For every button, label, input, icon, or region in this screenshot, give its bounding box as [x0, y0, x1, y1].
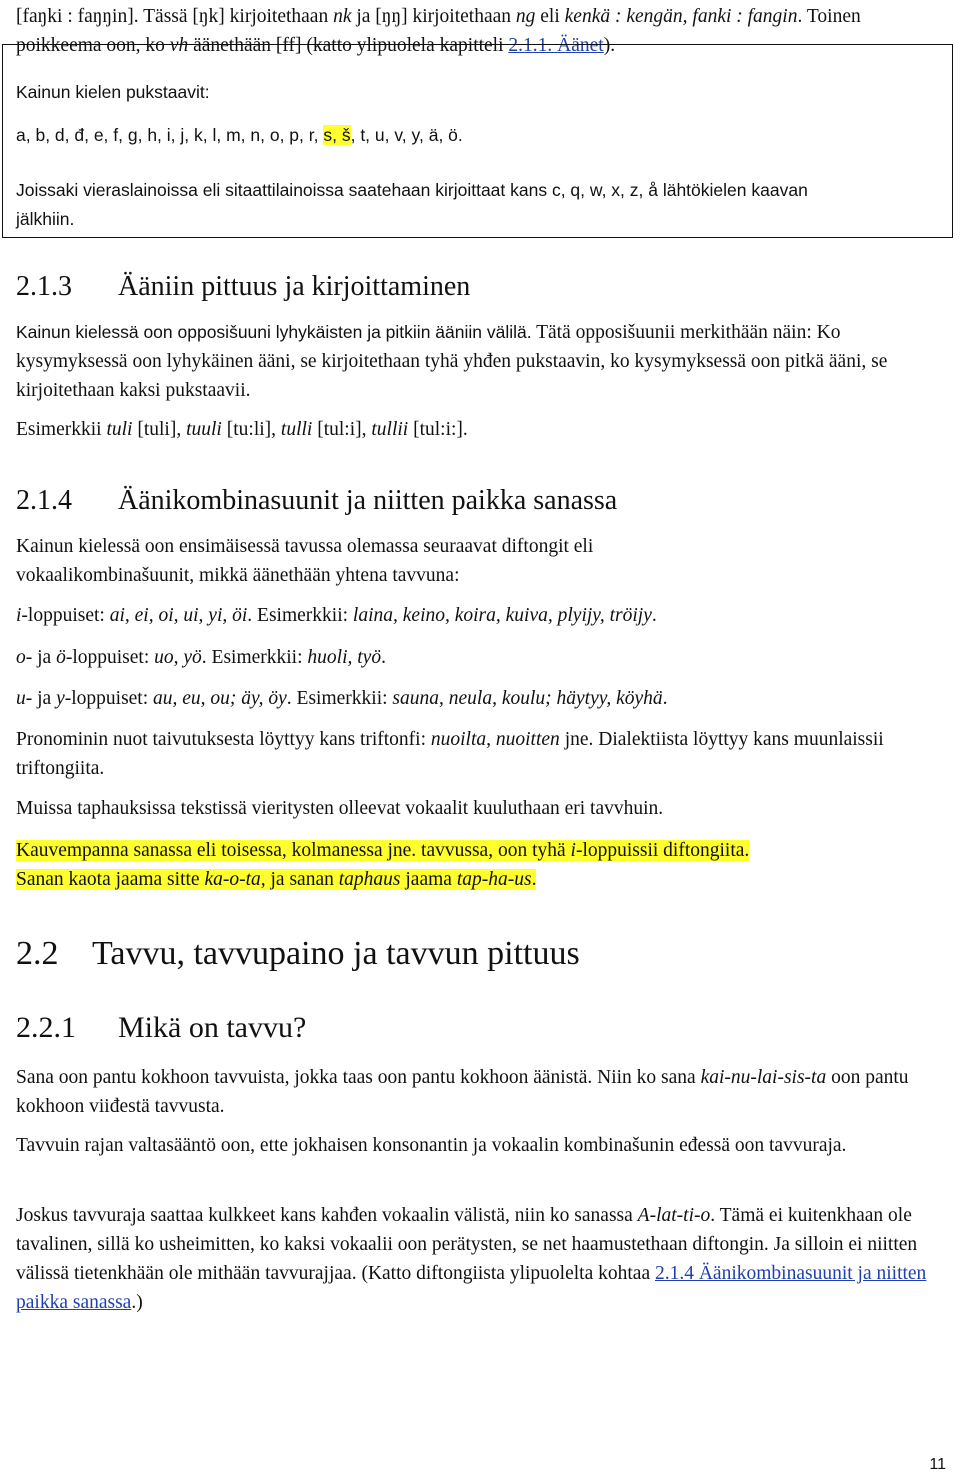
section-title: Mikä on tavvu? — [118, 1011, 307, 1044]
text: jaama — [400, 869, 457, 890]
text: oon pantu kokhoon viiđestä tavvusta. — [16, 1067, 909, 1117]
text: nk — [333, 6, 352, 27]
text: y — [56, 688, 65, 709]
section-heading-2-1-4 — [16, 484, 617, 518]
text: , ja sanan — [260, 869, 339, 890]
text: . Esimerkkii: — [286, 688, 393, 709]
text: vh — [169, 35, 189, 56]
text: [tu:li], — [221, 419, 281, 440]
text: Sanan kaota jaama sitte — [16, 869, 205, 890]
highlighted-paragraph — [16, 836, 946, 894]
text: laina, keino, koira, kuiva, plyijy, tröijy — [352, 605, 652, 626]
text: o — [16, 647, 26, 668]
text: [tul:i:]. — [408, 419, 468, 440]
text: - ja — [25, 688, 57, 709]
section-title: Ääniin pittuus ja kirjoittaminen — [118, 271, 471, 302]
paragraph — [16, 318, 946, 405]
text: tap-ha-us — [456, 869, 532, 890]
text: . — [531, 869, 537, 890]
text: taphaus — [338, 869, 401, 890]
paragraph — [16, 1201, 936, 1317]
text: jne. Dialektiista löyttyy kans muunlaissii triftongiita. — [16, 729, 884, 779]
text: [faŋki : faŋŋin]. Tässä [ŋk] kirjoitethaan — [16, 6, 334, 27]
text: . Toinen poikkeema oon, ko — [16, 6, 861, 56]
example-word: tullii — [371, 419, 409, 440]
section-title: Tavvu, tavvupaino ja tavvun pittuus — [92, 935, 580, 972]
text: nuoilta, nuoitten — [430, 729, 560, 750]
paragraph: Kainun kielessä oon ensimäisessä tavussa olemassa seuraavat diftongit eli vokaalikombinašuunit, mikkä äänethään yhtena tavvuna: — [16, 536, 594, 586]
text: a, b, d, đ, e, f, g, h, i, j, k, l, m, n, o, p, r, — [16, 125, 324, 145]
text: . — [662, 688, 668, 709]
section-number: 2.2 — [16, 935, 59, 972]
text: huoli, työ — [307, 647, 382, 668]
text: Joskus tavvuraja saattaa kulkkeet kans kahđen vokaalin välistä, niin ko sanassa — [16, 1205, 638, 1226]
pronoun-triphthongs — [16, 725, 946, 783]
example-word: tuli — [106, 419, 133, 440]
text: uo, yö — [154, 647, 202, 668]
alphabet-title: Kainun kielen pukstaavit: — [16, 82, 210, 102]
text: u — [16, 688, 26, 709]
text: . — [381, 647, 386, 668]
highlighted-letters: s, š — [323, 125, 351, 145]
text: au, eu, ou; äy, öy — [153, 688, 287, 709]
text: Tätä opposišuunii merkithään näin: Ko kysymyksessä oon lyhykäinen ääni, se kirjoitethaan tyhä yhđen pukstaavin, ko kysymyksessä oon pitkä ääni, se kirjoitethaan kaksi pukstaavii. — [16, 322, 888, 401]
text: Pronominin nuot taivutuksesta löyttyy kans triftonfi: — [16, 729, 431, 750]
section-number: 2.2.1 — [16, 1011, 76, 1044]
text: . — [651, 605, 657, 626]
text: .) — [131, 1292, 143, 1313]
text: Esimerkkii — [16, 419, 107, 440]
text: ng — [515, 6, 536, 27]
example-word: tuuli — [186, 419, 222, 440]
example-words: kenkä : kengän, fanki : fangin — [564, 6, 798, 27]
text: sauna, neula, koulu; häytyy, köyhä — [392, 688, 663, 709]
text: [tuli], — [132, 419, 187, 440]
alphabet-letters — [16, 121, 946, 150]
section-heading-2-2-1 — [16, 1011, 306, 1045]
text: -loppuissii diftongiita. — [575, 840, 750, 861]
example-word: kai-nu-lai-sis-ta — [700, 1067, 827, 1088]
text: Kainun kielessä oon opposišuuni lyhykäisten ja pitkiin ääniin välilä. — [16, 322, 532, 342]
text: -loppuiset: — [64, 688, 154, 709]
text: Kauvempanna sanassa eli toisessa, kolmanessa jne. tavvussa, oon tyhä — [16, 840, 571, 861]
example-word: tulli — [280, 419, 313, 440]
foreign-letters-note: Joissaki vieraslainoissa eli sitaattilainoissa saatehaan kirjoittaat kans c, q, w, x, z, å lähtökielen kaavan jälkhiin. — [16, 180, 808, 229]
u-diphthongs — [16, 684, 946, 713]
text: [tul:i], — [312, 419, 372, 440]
text: ai, ei, oi, ui, yi, öi — [109, 605, 248, 626]
text: Sana oon pantu kokhoon tavvuista, jokka taas oon pantu kokhoon äänistä. Niin ko sana — [16, 1067, 701, 1088]
paragraph: Tavvuin rajan valtasääntö oon, ette jokhaisen konsonantin ja vokaalin kombinašunin eđessä oon tavvuraja. — [16, 1135, 847, 1156]
text: äänethään [ff] (katto ylipuolela kapitteli — [188, 35, 509, 56]
examples-line — [16, 415, 946, 444]
section-title: Äänikombinasuunit ja niitten paikka sanassa — [118, 485, 618, 516]
text: -loppuiset: — [65, 647, 155, 668]
section-heading-2-1-3 — [16, 270, 470, 304]
text: . Esimerkkii: — [247, 605, 353, 626]
highlight — [16, 869, 536, 890]
text: i — [16, 605, 22, 626]
text: ja [ŋŋ] kirjoitethaan — [351, 6, 516, 27]
text: ö — [56, 647, 66, 668]
text: - ja — [25, 647, 57, 668]
text: . Tämä ei kuitenkhaan ole tavalinen, sillä ko usheimitten, ko kaksi vokaalii oon perätysten, se net haamustethaan diftongin. Ja silloin ei niitten välissä tietenkhään ole mithään tavvurajjaa. (Katto diftongiista ylipuolelta kohtaa — [16, 1205, 918, 1284]
paragraph: Muissa taphauksissa tekstissä vieritysten olleevat vokaalit kuuluthaan eri tavvhuin. — [16, 798, 664, 819]
text: . Esimerkkii: — [201, 647, 308, 668]
cross-reference-link[interactable]: 2.1.4 Äänikombinasuunit ja niitten paikka sanassa — [16, 1263, 927, 1313]
section-heading-2-2 — [16, 934, 580, 974]
text: eli — [535, 6, 565, 27]
i-diphthongs — [16, 601, 946, 630]
text: i — [570, 840, 576, 861]
highlight — [16, 840, 749, 861]
section-number: 2.1.4 — [16, 485, 72, 516]
o-diphthongs — [16, 643, 946, 672]
text: ). — [603, 35, 616, 56]
text: , t, u, v, y, ä, ö. — [350, 125, 463, 145]
text: ka-o-ta — [204, 869, 261, 890]
cross-reference-link[interactable]: 2.1.1. Äänet — [508, 35, 604, 56]
section-number: 2.1.3 — [16, 271, 72, 302]
text: -loppuiset: — [21, 605, 110, 626]
paragraph — [16, 1063, 926, 1121]
page-number: 11 — [929, 1456, 946, 1473]
example-word: A-lat-ti-o — [637, 1205, 711, 1226]
